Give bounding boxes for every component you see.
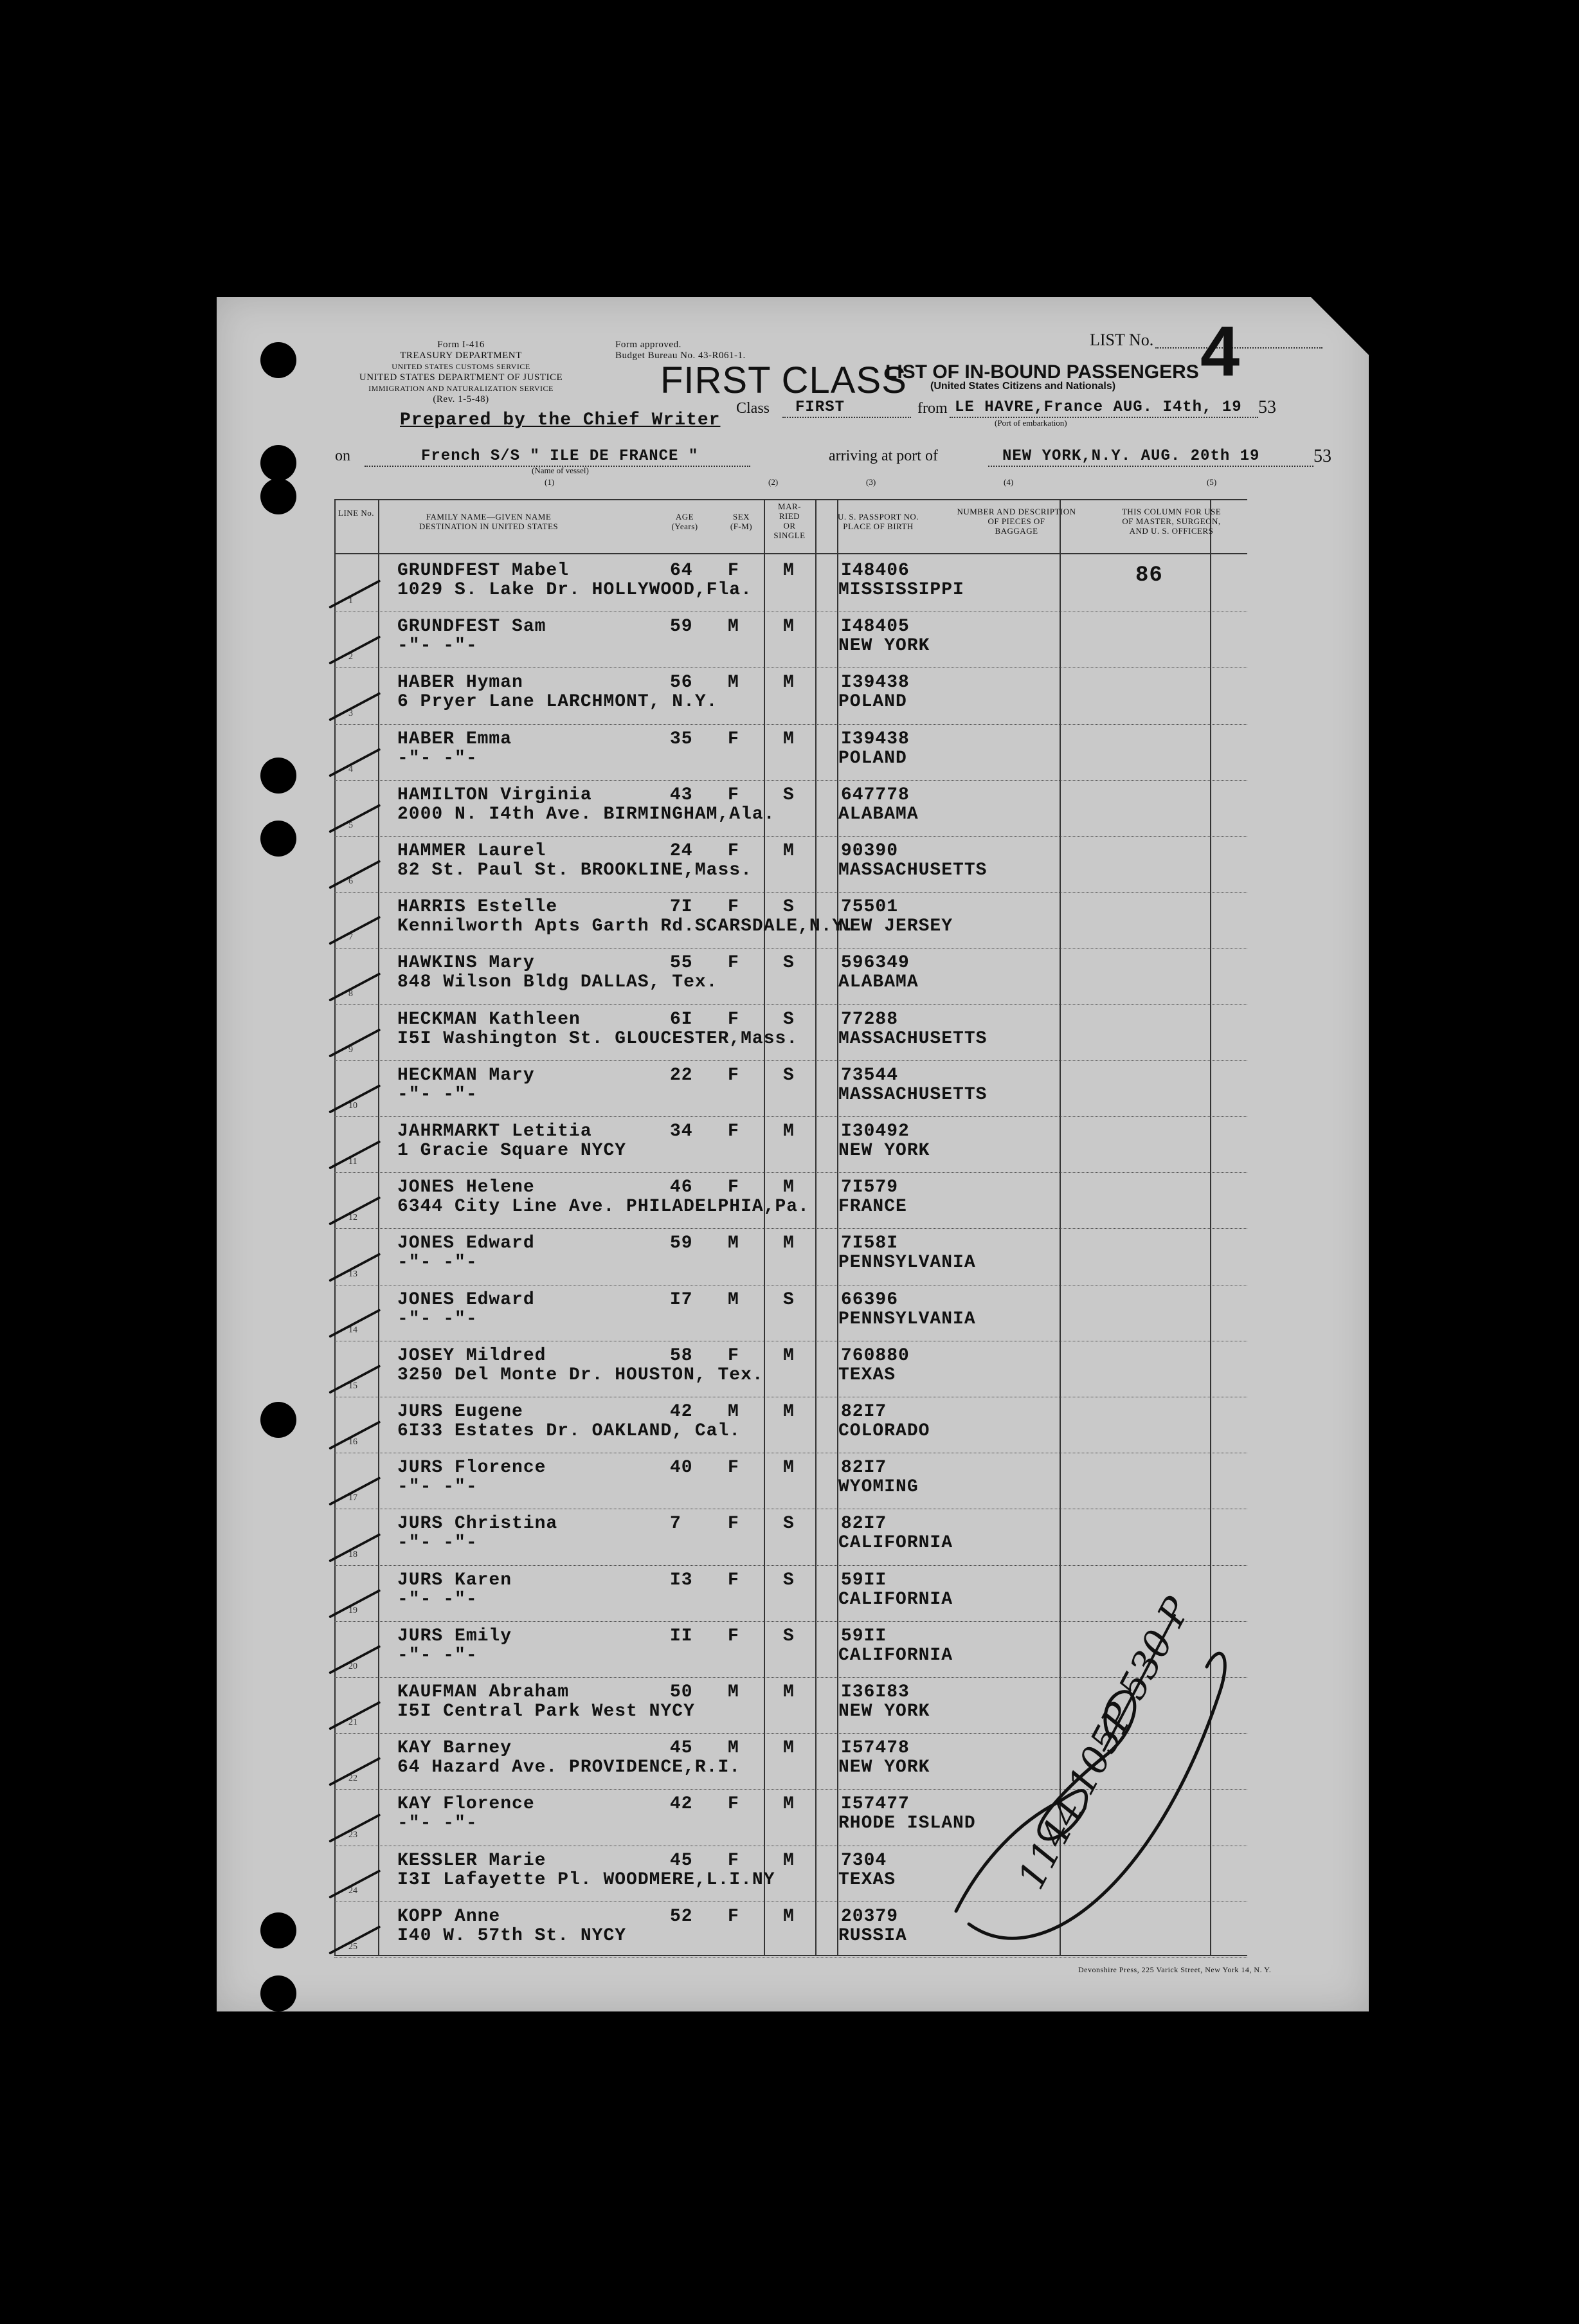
place-of-birth: NEW YORK xyxy=(838,1141,930,1161)
passenger-marital: M xyxy=(783,1458,795,1478)
passport-number: I48405 xyxy=(841,617,910,637)
line-number: 7 xyxy=(348,932,353,943)
manifest-page xyxy=(217,297,1369,2011)
place-of-birth: NEW YORK xyxy=(838,636,930,657)
row-rule xyxy=(334,1116,1247,1117)
list-number: 4 xyxy=(1200,312,1240,391)
row-rule xyxy=(334,892,1247,893)
table-top-rule xyxy=(334,499,1247,500)
passenger-age: 42 xyxy=(670,1794,693,1815)
passenger-sex: M xyxy=(728,1402,739,1422)
passenger-marital: S xyxy=(783,1626,795,1646)
form-title: LIST OF IN-BOUND PASSENGERS xyxy=(885,361,1199,383)
line-number: 10 xyxy=(348,1100,357,1111)
table-row xyxy=(334,669,1247,725)
line-number: 23 xyxy=(348,1829,357,1840)
passenger-marital: M xyxy=(783,841,795,861)
passenger-name: HAWKINS Mary xyxy=(397,953,535,974)
handwritten-annotation xyxy=(943,1590,1277,1988)
prepared-by: Prepared by the Chief Writer xyxy=(400,410,721,430)
passenger-age: 34 xyxy=(670,1121,693,1141)
place-of-birth: NEW JERSEY xyxy=(838,916,953,937)
destination: 848 Wilson Bldg DALLAS, Tex. xyxy=(397,972,718,993)
destination: 2000 N. I4th Ave. BIRMINGHAM,Ala. xyxy=(397,804,775,824)
row-rule xyxy=(334,724,1247,725)
passenger-sex: F xyxy=(728,729,739,749)
vessel-caption: (Name of vessel) xyxy=(532,466,589,475)
destination: -"- -"- xyxy=(397,1533,478,1554)
treasury-dept: TREASURY DEPARTMENT xyxy=(400,350,522,361)
table-row xyxy=(334,1342,1247,1398)
passenger-name: HABER Hyman xyxy=(397,673,523,693)
col-num-3: (3) xyxy=(866,477,876,487)
col-head-officers: THIS COLUMN FOR USE OF MASTER, SURGEON, AND U. S. OFFICERS xyxy=(1121,507,1222,536)
passenger-marital: M xyxy=(783,1345,795,1366)
passenger-marital: M xyxy=(783,673,795,693)
form-agency-block xyxy=(332,340,590,405)
passenger-sex: F xyxy=(728,1177,739,1198)
class-line xyxy=(782,417,911,418)
form-approved: Form approved. xyxy=(615,340,681,350)
passenger-name: JURS Christina xyxy=(397,1514,558,1534)
customs-service: UNITED STATES CUSTOMS SERVICE xyxy=(392,362,530,371)
passenger-marital: M xyxy=(783,561,795,581)
passenger-age: 56 xyxy=(670,673,693,693)
punch-hole xyxy=(260,478,296,514)
col-num-4: (4) xyxy=(1004,477,1014,487)
passenger-marital: S xyxy=(783,785,795,805)
passenger-name: HABER Emma xyxy=(397,729,512,749)
place-of-birth: CALIFORNIA xyxy=(838,1589,953,1610)
passenger-marital: M xyxy=(783,1177,795,1198)
passport-number: 20379 xyxy=(841,1906,899,1927)
line-number: 8 xyxy=(348,988,353,999)
passenger-marital: S xyxy=(783,897,795,918)
line-number: 14 xyxy=(348,1325,357,1335)
col-head-passport: U. S. PASSPORT NO. PLACE OF BIRTH xyxy=(838,512,919,531)
arriving-line xyxy=(988,466,1313,467)
form-revision: (Rev. 1-5-48) xyxy=(433,394,489,404)
col-head-sex: SEX (F-M) xyxy=(730,512,753,531)
table-row xyxy=(334,1174,1247,1230)
tally-check-mark xyxy=(329,860,381,889)
row-rule xyxy=(334,780,1247,781)
passport-number: I39438 xyxy=(841,729,910,749)
line-number: 2 xyxy=(348,652,353,662)
punch-hole xyxy=(260,1402,296,1438)
passenger-name: HECKMAN Kathleen xyxy=(397,1009,581,1030)
passport-number: 82I7 xyxy=(841,1514,887,1534)
passenger-marital: S xyxy=(783,1289,795,1310)
line-number: 5 xyxy=(348,820,353,830)
place-of-birth: PENNSYLVANIA xyxy=(838,1309,976,1329)
approval-block xyxy=(615,340,782,361)
passenger-sex: M xyxy=(728,1738,739,1759)
tally-check-mark xyxy=(329,916,381,945)
from-value: LE HAVRE,France AUG. I4th, 19 xyxy=(955,399,1242,416)
line-number: 4 xyxy=(348,764,353,774)
passenger-age: 50 xyxy=(670,1682,693,1702)
passenger-sex: F xyxy=(728,1458,739,1478)
passenger-name: KAY Florence xyxy=(397,1794,535,1815)
passenger-age: I3 xyxy=(670,1570,693,1590)
place-of-birth: COLORADO xyxy=(838,1421,930,1441)
tally-check-mark xyxy=(329,1028,381,1058)
destination: 1 Gracie Square NYCY xyxy=(397,1141,627,1161)
destination: -"- -"- xyxy=(397,1253,478,1273)
passport-number: 59II xyxy=(841,1626,887,1646)
passenger-sex: M xyxy=(728,673,739,693)
passenger-sex: F xyxy=(728,1121,739,1141)
destination: 64 Hazard Ave. PROVIDENCE,R.I. xyxy=(397,1757,741,1778)
row-rule xyxy=(334,948,1247,949)
passport-number: 66396 xyxy=(841,1289,899,1310)
passenger-name: JURS Eugene xyxy=(397,1402,523,1422)
passenger-age: 45 xyxy=(670,1850,693,1871)
passenger-name: JONES Edward xyxy=(397,1289,535,1310)
place-of-birth: CALIFORNIA xyxy=(838,1533,953,1554)
table-row xyxy=(334,1006,1247,1062)
line-number: 24 xyxy=(348,1885,357,1896)
col-num-5: (5) xyxy=(1207,477,1217,487)
passport-number: 647778 xyxy=(841,785,910,805)
destination: -"- -"- xyxy=(397,1645,478,1666)
passenger-marital: M xyxy=(783,729,795,749)
passenger-marital: S xyxy=(783,1570,795,1590)
place-of-birth: MASSACHUSETTS xyxy=(838,860,988,880)
arriving-value: NEW YORK,N.Y. AUG. 20th 19 xyxy=(1002,448,1260,465)
passenger-sex: M xyxy=(728,1682,739,1702)
place-of-birth: MASSACHUSETTS xyxy=(838,1028,988,1049)
destination: 6344 City Line Ave. PHILADELPHIA,Pa. xyxy=(397,1197,809,1217)
tally-check-mark xyxy=(329,579,381,609)
passenger-age: 64 xyxy=(670,561,693,581)
destination: I40 W. 57th St. NYCY xyxy=(397,1925,627,1946)
passenger-name: JONES Helene xyxy=(397,1177,535,1198)
passenger-name: JURS Emily xyxy=(397,1626,512,1646)
passenger-marital: M xyxy=(783,1682,795,1702)
destination: -"- -"- xyxy=(397,1589,478,1610)
passenger-name: HECKMAN Mary xyxy=(397,1065,535,1085)
passenger-name: KAY Barney xyxy=(397,1738,512,1759)
place-of-birth: NEW YORK xyxy=(838,1757,930,1778)
place-of-birth: WYOMING xyxy=(838,1477,919,1498)
officer-note: 86 xyxy=(1135,563,1163,588)
passenger-marital: M xyxy=(783,1794,795,1815)
row-rule xyxy=(334,836,1247,837)
line-number: 22 xyxy=(348,1774,357,1784)
tally-check-mark xyxy=(329,635,381,665)
ins-service: IMMIGRATION AND NATURALIZATION SERVICE xyxy=(368,384,554,393)
passport-number: I39438 xyxy=(841,673,910,693)
passenger-age: 52 xyxy=(670,1906,693,1927)
first-class-stamp: FIRST CLASS xyxy=(660,359,907,401)
passenger-sex: F xyxy=(728,1570,739,1590)
place-of-birth: ALABAMA xyxy=(838,972,919,993)
col-num-1: (1) xyxy=(545,477,555,487)
table-row xyxy=(334,1062,1247,1118)
passport-number: I57478 xyxy=(841,1738,910,1759)
passenger-sex: F xyxy=(728,1626,739,1646)
header-rule xyxy=(334,553,1247,554)
passenger-age: 7 xyxy=(670,1514,681,1534)
tally-check-mark xyxy=(329,692,381,722)
table-row xyxy=(334,893,1247,949)
passenger-name: HARRIS Estelle xyxy=(397,897,558,918)
passenger-sex: F xyxy=(728,1345,739,1366)
form-number: Form I-416 xyxy=(437,340,485,350)
passenger-name: JONES Edward xyxy=(397,1233,535,1254)
line-number: 1 xyxy=(348,596,353,606)
passenger-age: 59 xyxy=(670,1233,693,1254)
passport-number: 75501 xyxy=(841,897,899,918)
destination: 1029 S. Lake Dr. HOLLYWOOD,Fla. xyxy=(397,580,752,600)
passenger-age: 24 xyxy=(670,841,693,861)
destination: -"- -"- xyxy=(397,748,478,768)
passenger-marital: M xyxy=(783,617,795,637)
passenger-marital: M xyxy=(783,1906,795,1927)
destination: 82 St. Paul St. BROOKLINE,Mass. xyxy=(397,860,752,880)
port-embark-caption: (Port of embarkation) xyxy=(995,418,1067,428)
table-row xyxy=(334,1118,1247,1174)
passenger-name: JURS Karen xyxy=(397,1570,512,1590)
table-row xyxy=(334,1510,1247,1566)
passenger-age: 43 xyxy=(670,785,693,805)
row-rule xyxy=(334,1004,1247,1005)
passenger-age: 45 xyxy=(670,1738,693,1759)
passport-number: 90390 xyxy=(841,841,899,861)
place-of-birth: ALABAMA xyxy=(838,804,919,824)
class-value: FIRST xyxy=(795,399,845,416)
passport-number: 59II xyxy=(841,1570,887,1590)
from-year: 53 xyxy=(1258,397,1276,417)
row-rule xyxy=(334,1060,1247,1061)
punch-hole xyxy=(260,1912,296,1948)
budget-number: Budget Bureau No. 43-R061-1. xyxy=(615,350,746,361)
table-row xyxy=(334,837,1247,893)
place-of-birth: POLAND xyxy=(838,692,907,713)
col-head-married: MAR- RIED OR SINGLE xyxy=(773,502,806,540)
passport-number: 77288 xyxy=(841,1009,899,1030)
passenger-marital: M xyxy=(783,1850,795,1871)
passenger-age: 40 xyxy=(670,1458,693,1478)
passenger-sex: F xyxy=(728,785,739,805)
passenger-marital: M xyxy=(783,1121,795,1141)
destination: I5I Central Park West NYCY xyxy=(397,1702,695,1721)
passenger-sex: F xyxy=(728,953,739,974)
table-row xyxy=(334,725,1247,781)
destination: -"- -"- xyxy=(397,636,478,657)
passenger-sex: F xyxy=(728,1009,739,1030)
line-number: 15 xyxy=(348,1381,357,1391)
passport-number: 760880 xyxy=(841,1345,910,1366)
passport-number: 73544 xyxy=(841,1065,899,1085)
place-of-birth: FRANCE xyxy=(838,1197,907,1217)
passenger-age: 55 xyxy=(670,953,693,974)
passenger-sex: M xyxy=(728,1289,739,1310)
line-number: 3 xyxy=(348,708,353,718)
table-row xyxy=(334,613,1247,669)
destination: 6I33 Estates Dr. OAKLAND, Cal. xyxy=(397,1421,741,1441)
passenger-marital: S xyxy=(783,1065,795,1085)
punch-hole xyxy=(260,758,296,794)
table-row xyxy=(334,781,1247,837)
list-no-label: LIST No. xyxy=(1090,331,1154,349)
col-head-name: FAMILY NAME—GIVEN NAME DESTINATION IN UNITED STATES xyxy=(419,512,559,531)
class-label: Class xyxy=(736,400,770,417)
row-rule xyxy=(334,1172,1247,1173)
passenger-age: 42 xyxy=(670,1402,693,1422)
line-number: 19 xyxy=(348,1605,357,1615)
passenger-sex: F xyxy=(728,1065,739,1085)
passport-number: 7304 xyxy=(841,1850,887,1871)
passenger-age: 58 xyxy=(670,1345,693,1366)
destination: 6 Pryer Lane LARCHMONT, N.Y. xyxy=(397,692,718,713)
destination: Kennilworth Apts Garth Rd.SCARSDALE,N.Y. xyxy=(397,916,856,937)
table-row xyxy=(334,557,1247,613)
passenger-age: 22 xyxy=(670,1065,693,1085)
tally-check-mark xyxy=(329,972,381,1002)
line-number: 6 xyxy=(348,876,353,887)
place-of-birth: RUSSIA xyxy=(838,1925,907,1946)
place-of-birth: TEXAS xyxy=(838,1869,896,1890)
col-head-line: LINE No. xyxy=(338,508,374,518)
passenger-age: 35 xyxy=(670,729,693,749)
destination: I3I Lafayette Pl. WOODMERE,L.I.NY xyxy=(397,1869,775,1890)
passenger-name: HAMILTON Virginia xyxy=(397,785,592,805)
passenger-marital: S xyxy=(783,1514,795,1534)
passport-number: 7I58I xyxy=(841,1233,899,1254)
form-subtitle: (United States Citizens and Nationals) xyxy=(930,381,1116,392)
passenger-marital: M xyxy=(783,1402,795,1422)
passport-number: 7I579 xyxy=(841,1177,899,1198)
passenger-sex: M xyxy=(728,1233,739,1254)
passenger-sex: F xyxy=(728,1850,739,1871)
justice-dept: UNITED STATES DEPARTMENT OF JUSTICE xyxy=(359,372,563,383)
passenger-name: JAHRMARKT Letitia xyxy=(397,1121,592,1141)
handwritten-numbers: 1144 105P 530 P xyxy=(1009,1590,1200,1896)
table-row xyxy=(334,1398,1247,1454)
row-rule xyxy=(334,1565,1247,1566)
place-of-birth: PENNSYLVANIA xyxy=(838,1253,976,1273)
line-number: 11 xyxy=(348,1157,357,1167)
passenger-marital: S xyxy=(783,953,795,974)
line-number: 21 xyxy=(348,1718,357,1728)
line-number: 16 xyxy=(348,1437,357,1448)
place-of-birth: CALIFORNIA xyxy=(838,1645,953,1666)
destination: -"- -"- xyxy=(397,1477,478,1498)
row-rule xyxy=(334,1228,1247,1229)
passport-number: 82I7 xyxy=(841,1402,887,1422)
passenger-age: II xyxy=(670,1626,693,1646)
passenger-marital: S xyxy=(783,1009,795,1030)
passenger-name: KESSLER Marie xyxy=(397,1850,546,1871)
tally-check-mark xyxy=(329,748,381,777)
line-number: 9 xyxy=(348,1044,353,1055)
passenger-marital: M xyxy=(783,1233,795,1254)
punch-hole xyxy=(260,1975,296,2011)
passenger-name: JOSEY Mildred xyxy=(397,1345,546,1366)
passport-number: I57477 xyxy=(841,1794,910,1815)
passenger-sex: F xyxy=(728,1906,739,1927)
tally-check-mark xyxy=(329,804,381,833)
page-corner-fold xyxy=(1311,297,1369,355)
punch-hole xyxy=(260,821,296,857)
passenger-age: I7 xyxy=(670,1289,693,1310)
place-of-birth: MISSISSIPPI xyxy=(838,580,964,600)
col-head-baggage: NUMBER AND DESCRIPTION OF PIECES OF BAGGAGE xyxy=(957,507,1076,536)
passport-number: I48406 xyxy=(841,561,910,581)
from-label: from xyxy=(917,400,948,417)
passenger-sex: F xyxy=(728,841,739,861)
passenger-sex: F xyxy=(728,1514,739,1534)
passport-number: I36I83 xyxy=(841,1682,910,1702)
passenger-name: GRUNDFEST Mabel xyxy=(397,561,570,581)
passport-number: 82I7 xyxy=(841,1458,887,1478)
passenger-name: HAMMER Laurel xyxy=(397,841,546,861)
destination: I5I Washington St. GLOUCESTER,Mass. xyxy=(397,1028,799,1049)
table-row xyxy=(334,949,1247,1005)
passenger-sex: F xyxy=(728,1794,739,1815)
arriving-year: 53 xyxy=(1313,446,1331,466)
passenger-age: 59 xyxy=(670,617,693,637)
table-row xyxy=(334,1230,1247,1285)
passenger-name: GRUNDFEST Sam xyxy=(397,617,546,637)
passenger-name: KOPP Anne xyxy=(397,1906,501,1927)
punch-hole xyxy=(260,445,296,481)
destination: -"- -"- xyxy=(397,1309,478,1329)
col-head-age: AGE (Years) xyxy=(671,512,698,531)
passport-number: I30492 xyxy=(841,1121,910,1141)
line-number: 20 xyxy=(348,1661,357,1671)
place-of-birth: NEW YORK xyxy=(838,1702,930,1721)
place-of-birth: TEXAS xyxy=(838,1365,896,1385)
punch-hole xyxy=(260,342,296,378)
destination: -"- -"- xyxy=(397,1084,478,1105)
passenger-name: KAUFMAN Abraham xyxy=(397,1682,570,1702)
line-number: 12 xyxy=(348,1213,357,1223)
line-number: 25 xyxy=(348,1941,357,1952)
line-number: 13 xyxy=(348,1269,357,1279)
passenger-age: 7I xyxy=(670,897,693,918)
line-number: 18 xyxy=(348,1549,357,1559)
passenger-sex: M xyxy=(728,617,739,637)
passenger-sex: F xyxy=(728,561,739,581)
passenger-age: 6I xyxy=(670,1009,693,1030)
table-row xyxy=(334,1286,1247,1342)
place-of-birth: POLAND xyxy=(838,748,907,768)
arriving-label: arriving at port of xyxy=(829,448,938,464)
passport-number: 596349 xyxy=(841,953,910,974)
destination: 3250 Del Monte Dr. HOUSTON, Tex. xyxy=(397,1365,764,1385)
passenger-sex: F xyxy=(728,897,739,918)
destination: -"- -"- xyxy=(397,1813,478,1834)
table-row xyxy=(334,1454,1247,1510)
place-of-birth: MASSACHUSETTS xyxy=(838,1084,988,1105)
on-label: on xyxy=(335,448,350,464)
col-num-2: (2) xyxy=(768,477,779,487)
printer-footer: Devonshire Press, 225 Varick Street, New York 14, N. Y. xyxy=(1078,1965,1272,1974)
passenger-marital: M xyxy=(783,1738,795,1759)
row-rule xyxy=(334,667,1247,668)
line-number: 17 xyxy=(348,1493,357,1503)
passenger-age: 46 xyxy=(670,1177,693,1198)
vessel-name: French S/S " ILE DE FRANCE " xyxy=(421,448,699,465)
passenger-name: JURS Florence xyxy=(397,1458,546,1478)
place-of-birth: RHODE ISLAND xyxy=(838,1813,976,1834)
